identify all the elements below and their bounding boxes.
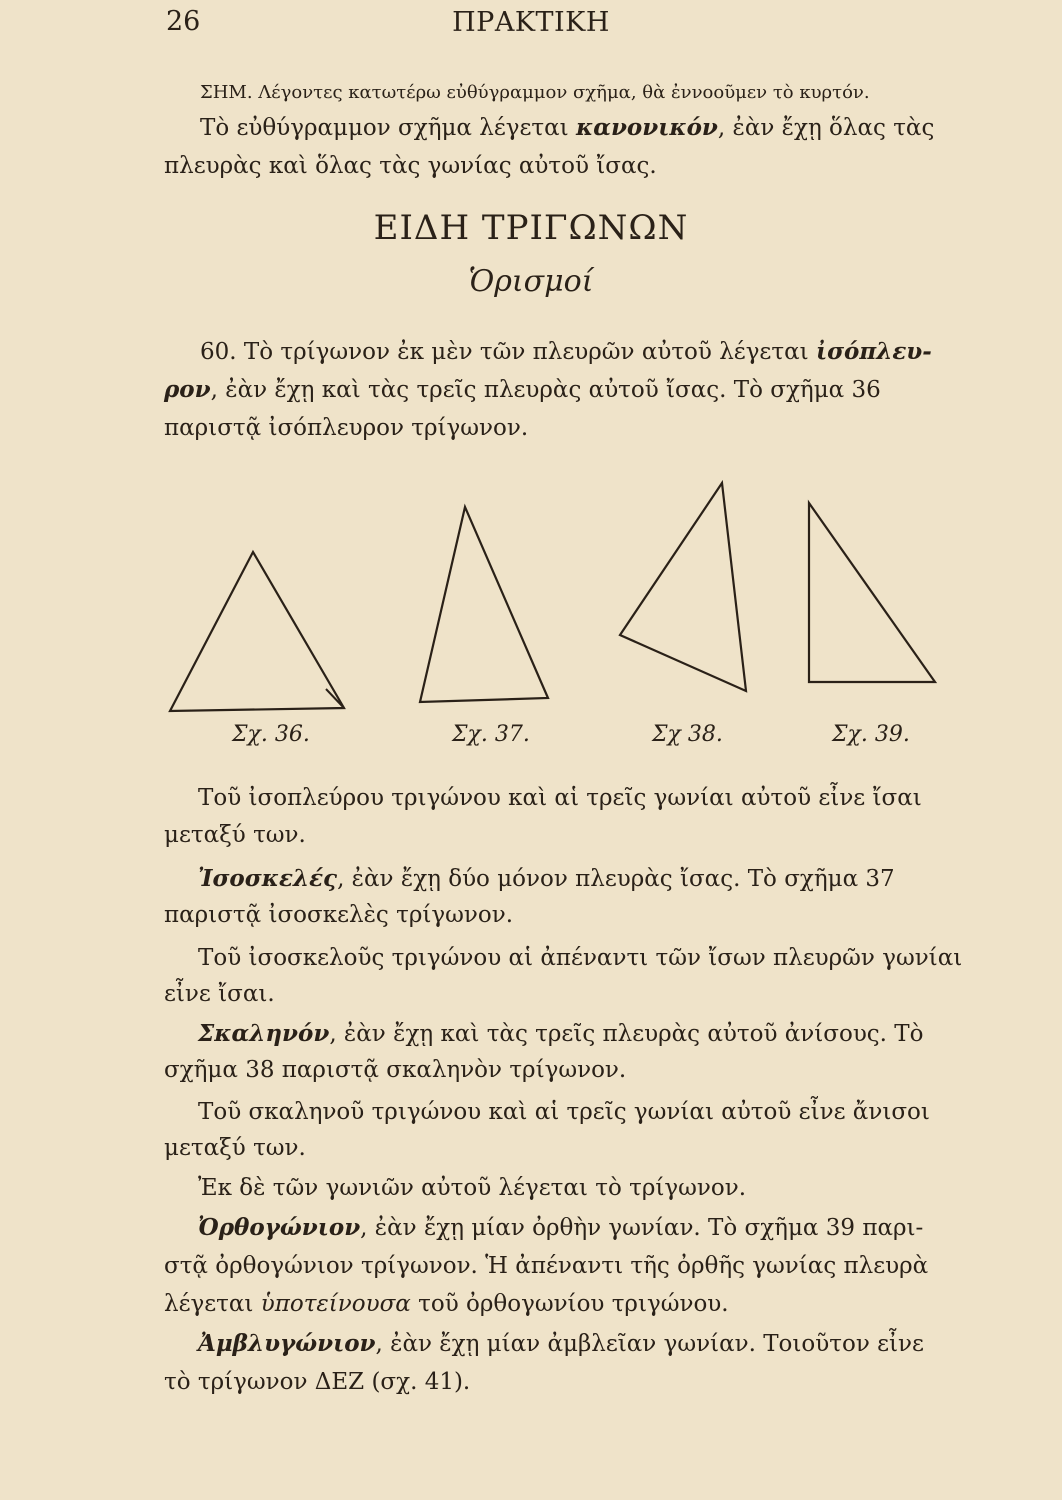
text-run: τοῦ ὀρθογωνίου τριγώνου. [410,1291,729,1317]
triangle-figures [0,460,1062,720]
text-run: , ἐὰν ἔχῃ μίαν ὀρθὴν γωνίαν. Τὸ σχῆμα 39 παρι- [360,1215,924,1241]
obtuse-line-2: τὸ τρίγωνον ΔΕΖ (σχ. 41). [164,1369,471,1395]
term-regular: κανονικόν [576,114,718,141]
definition-60-line-3: παριστᾷ ἰσόπλευρον τρίγωνον. [164,415,529,441]
figure-38-triangle [620,483,746,691]
caption-figure-37: Σχ. 37. [452,722,530,747]
scalene-line-2: σχῆμα 38 παριστᾷ σκαληνὸν τρίγωνον. [164,1057,627,1083]
regular-polygon-line-1 [200,110,934,146]
term-isosceles: Ἰσοσκελές [198,865,338,892]
figure-39-triangle [809,503,935,682]
text-run: , ἐὰν ἔχῃ ὅλας τὰς [717,115,935,141]
regular-polygon-line-2: πλευρὰς καὶ ὅλας τὰς γωνίας αὐτοῦ ἴσας. [164,153,657,179]
term-right: Ὀρθογώνιον [198,1214,361,1241]
section-heading: ΕΙΔΗ ΤΡΙΓΩΝΩΝ [373,208,689,248]
text-run: Τὸ εὐθύγραμμον σχῆμα λέγεται [200,115,577,141]
right-triangle-line-3 [164,1286,729,1322]
term-scalene: Σκαληνόν [198,1020,330,1047]
isosceles-line-1 [198,861,895,897]
term-equilateral: ἰσόπλευ- [815,338,932,365]
isosceles-prop-line-2: εἶνε ἴσαι. [164,981,275,1007]
term-hypotenuse: ὑποτείνουσα [260,1291,411,1317]
note-line: ΣΗΜ. Λέγοντες κατωτέρω εὐθύγραμμον σχῆμα, θὰ ἐννοοῦμεν τὸ κυρτόν. [200,82,870,103]
definition-60-line-1 [200,334,932,370]
scalene-prop-line-2: μεταξύ των. [164,1135,306,1161]
term-obtuse: Ἀμβλυγώνιον [198,1330,376,1357]
caption-figure-36: Σχ. 36. [232,722,310,747]
caption-figure-39: Σχ. 39. [832,722,910,747]
right-triangle-line-1 [198,1210,923,1246]
isosceles-prop-line-1: Τοῦ ἰσοσκελοῦς τριγώνου αἱ ἀπέναντι τῶν ἴσων πλευρῶν γωνίαι [198,945,963,971]
isosceles-line-2: παριστᾷ ἰσοσκελὲς τρίγωνον. [164,902,514,928]
page-number: 26 [166,6,201,37]
figure-37-triangle [420,507,548,702]
text-run: , ἐὰν ἔχῃ καὶ τὰς τρεῖς πλευρὰς αὐτοῦ ἀνίσους. Τὸ [329,1021,924,1047]
text-run: , ἐὰν ἔχῃ δύο μόνον πλευρὰς ἴσας. Τὸ σχῆμα 37 [337,866,895,892]
equilateral-prop-line-1: Τοῦ ἰσοπλεύρου τριγώνου καὶ αἱ τρεῖς γωνίαι αὐτοῦ εἶνε ἴσαι [198,785,922,811]
figure-36-triangle [170,552,344,711]
section-subheading: Ὁρισμοί [468,264,594,299]
scalene-line-1 [198,1016,924,1052]
text-run: 60. Τὸ τρίγωνον ἐκ μὲν τῶν πλευρῶν αὐτοῦ λέγεται [200,339,816,365]
term-equilateral-cont: ρον [164,376,211,403]
right-triangle-line-2: στᾷ ὀρθογώνιον τρίγωνον. Ἡ ἀπέναντι τῆς ὀρθῆς γωνίας πλευρὰ [164,1253,929,1279]
caption-figure-38: Σχ 38. [652,722,723,747]
text-run: , ἐὰν ἔχῃ μίαν ἀμβλεῖαν γωνίαν. Τοιοῦτον εἶνε [375,1331,924,1357]
angles-intro-line: Ἐκ δὲ τῶν γωνιῶν αὐτοῦ λέγεται τὸ τρίγωνον. [198,1175,747,1201]
running-title: ΠΡΑΚΤΙΚΗ [452,7,610,38]
text-run: , ἐὰν ἔχῃ καὶ τὰς τρεῖς πλευρὰς αὐτοῦ ἴσας. Τὸ σχῆμα 36 [210,377,881,403]
equilateral-prop-line-2: μεταξύ των. [164,822,306,848]
obtuse-line-1 [198,1326,924,1362]
definition-60-line-2 [164,372,881,408]
scalene-prop-line-1: Τοῦ σκαληνοῦ τριγώνου καὶ αἱ τρεῖς γωνίαι αὐτοῦ εἶνε ἄνισοι [198,1099,930,1125]
text-run: λέγεται [164,1291,261,1317]
